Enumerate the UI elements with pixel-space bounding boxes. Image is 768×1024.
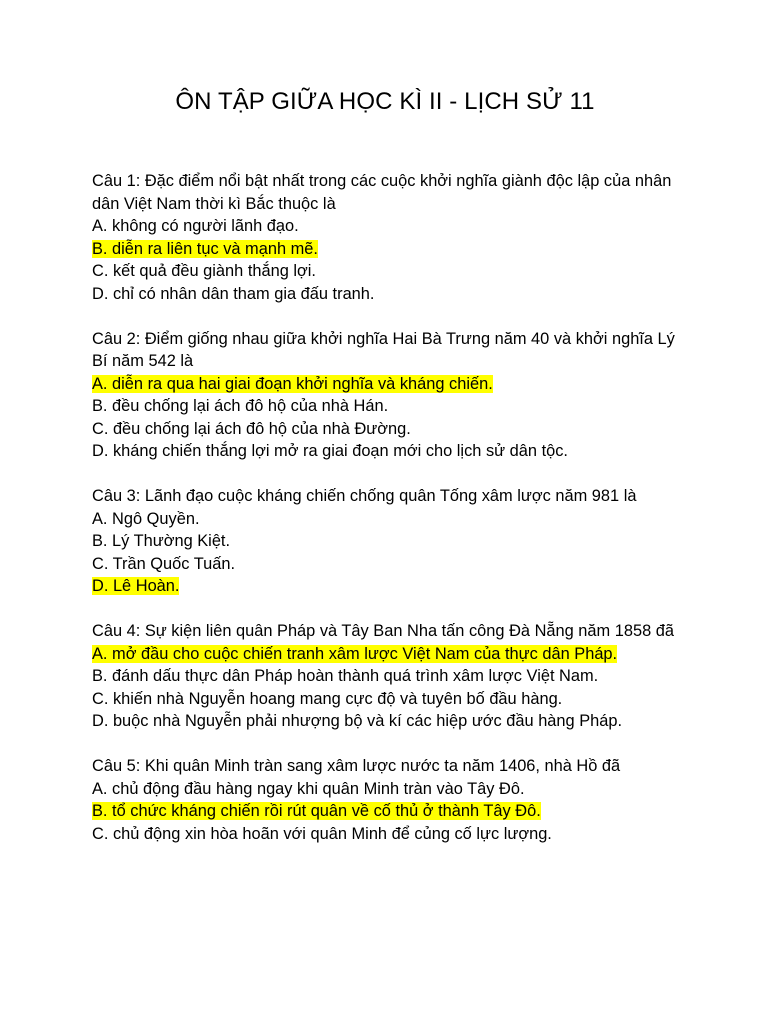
option-text: B. Lý Thường Kiệt. <box>92 532 231 550</box>
answer-option-b <box>92 530 678 553</box>
question-2 <box>92 328 678 463</box>
page-title: ÔN TẬP GIỮA HỌC KÌ II - LỊCH SỬ 11 <box>175 88 595 115</box>
question-stem: Câu 1: Đặc điểm nổi bật nhất trong các cuộc khởi nghĩa giành độc lập của nhân dân Việt Nam thời kì Bắc thuộc là <box>92 172 672 213</box>
answer-option-a <box>92 643 678 666</box>
answer-option-b <box>92 800 678 823</box>
question-stem: Câu 5: Khi quân Minh tràn sang xâm lược nước ta năm 1406, nhà Hồ đã <box>92 757 621 775</box>
answer-option-d <box>92 710 678 733</box>
question-4 <box>92 620 678 733</box>
highlighted-answer: A. mở đầu cho cuộc chiến tranh xâm lược Việt Nam của thực dân Pháp. <box>92 644 618 663</box>
answer-option-b <box>92 665 678 688</box>
answer-option-c <box>92 688 678 711</box>
highlighted-answer: B. tổ chức kháng chiến rồi rút quân về cố thủ ở thành Tây Đô. <box>92 802 541 820</box>
answer-option-c <box>92 823 678 846</box>
option-text: C. đều chống lại ách đô hộ của nhà Đường. <box>92 419 411 438</box>
option-text: B. đánh dấu thực dân Pháp hoàn thành quá trình xâm lược Việt Nam. <box>92 667 599 685</box>
answer-option-b <box>92 395 678 418</box>
option-text: D. chỉ có nhân dân tham gia đấu tranh. <box>92 284 375 303</box>
answer-option-d <box>92 440 678 463</box>
option-text: C. khiến nhà Nguyễn hoang mang cực độ và tuyên bố đầu hàng. <box>92 689 563 708</box>
answer-option-d <box>92 575 678 598</box>
question-list <box>92 170 678 845</box>
answer-option-b <box>92 238 678 261</box>
answer-option-c <box>92 553 678 576</box>
option-text: D. kháng chiến thắng lợi mở ra giai đoạn mới cho lịch sử dân tộc. <box>92 442 568 460</box>
answer-option-c <box>92 418 678 441</box>
highlighted-answer: A. diễn ra qua hai giai đoạn khởi nghĩa và kháng chiến. <box>92 374 493 393</box>
highlighted-answer: D. Lê Hoàn. <box>92 577 180 595</box>
answer-option-a <box>92 508 678 531</box>
question-stem: Câu 4: Sự kiện liên quân Pháp và Tây Ban Nha tấn công Đà Nẵng năm 1858 đã <box>92 622 674 640</box>
option-text: C. kết quả đều giành thắng lợi. <box>92 262 316 280</box>
option-text: A. chủ động đầu hàng ngay khi quân Minh tràn vào Tây Đô. <box>92 779 525 798</box>
highlighted-answer: B. diễn ra liên tục và mạnh mẽ. <box>92 239 318 258</box>
answer-option-a <box>92 778 678 801</box>
question-stem: Câu 3: Lãnh đạo cuộc kháng chiến chống quân Tống xâm lược năm 981 là <box>92 487 637 505</box>
answer-option-a <box>92 215 678 238</box>
option-text: B. đều chống lại ách đô hộ của nhà Hán. <box>92 397 389 415</box>
question-1 <box>92 170 678 305</box>
option-text: A. Ngô Quyền. <box>92 509 200 528</box>
answer-option-c <box>92 260 678 283</box>
option-text: A. không có người lãnh đạo. <box>92 217 299 235</box>
answer-option-d <box>92 283 678 306</box>
option-text: C. Trần Quốc Tuấn. <box>92 554 236 573</box>
option-text: D. buộc nhà Nguyễn phải nhượng bộ và kí các hiệp ước đầu hàng Pháp. <box>92 712 623 730</box>
question-5 <box>92 755 678 845</box>
question-stem: Câu 2: Điểm giống nhau giữa khởi nghĩa Hai Bà Trưng năm 40 và khởi nghĩa Lý Bí năm 542 là <box>92 329 675 370</box>
answer-option-a <box>92 373 678 396</box>
option-text: C. chủ động xin hòa hoãn với quân Minh để củng cố lực lượng. <box>92 824 552 843</box>
question-3 <box>92 485 678 598</box>
